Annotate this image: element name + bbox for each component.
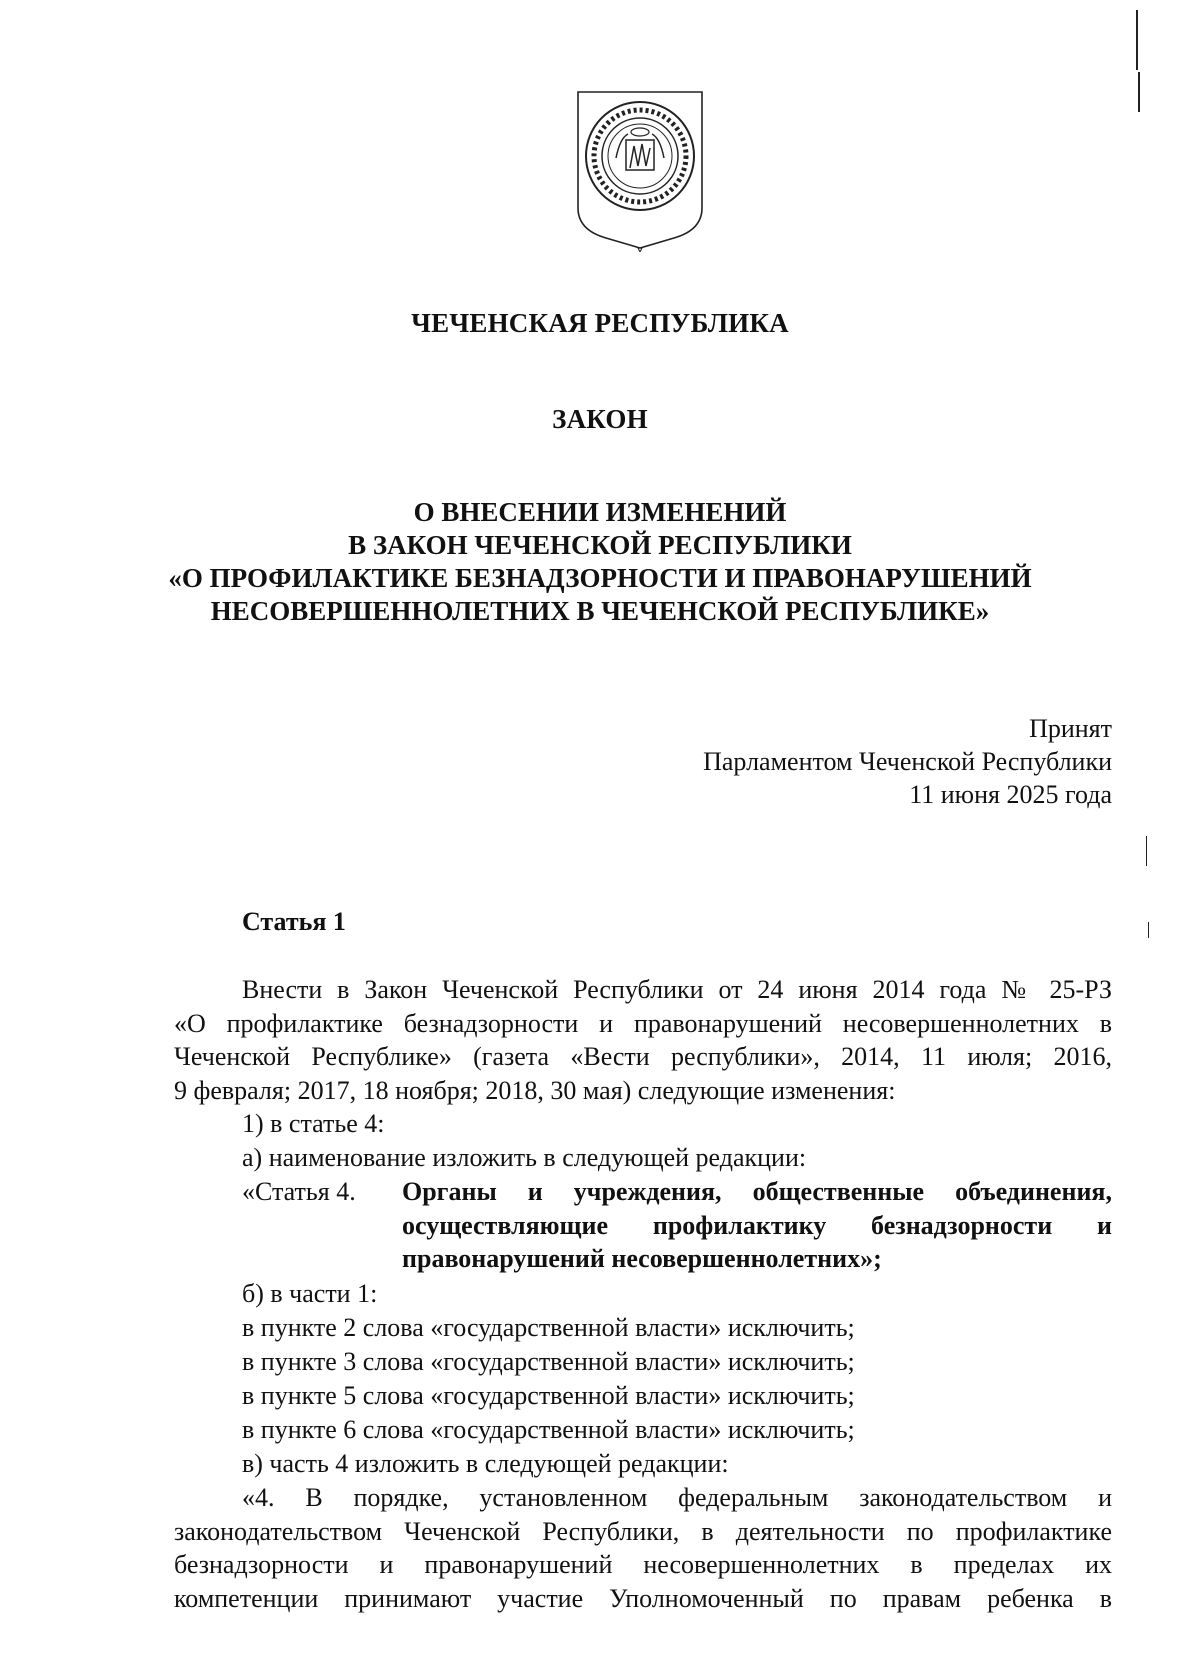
scan-artifact-line [1138,72,1140,112]
adoption-date: 11 июня 2025 года [909,780,1112,809]
republic-heading: ЧЕЧЕНСКАЯ РЕСПУБЛИКА [411,308,789,338]
part4-line: безнадзорности и правонарушений несовершеннолетних в пределах их [174,1550,1112,1579]
scan-artifact-line [1136,10,1138,70]
point-5: в пункте 5 слова «государственной власти» исключить; [242,1381,855,1410]
scan-artifact-line [1148,922,1149,938]
point-6: в пункте 6 слова «государственной власти» исключить; [242,1415,855,1444]
doc-type-heading: ЗАКОН [552,404,648,434]
intro-line: «О профилактике безнадзорности и правонарушений несовершеннолетних в [174,1008,1112,1038]
point-2: в пункте 2 слова «государственной власти» исключить; [242,1313,855,1342]
item-b: б) в части 1: [242,1279,378,1308]
law-title-line: НЕСОВЕРШЕННОЛЕТНИХ В ЧЕЧЕНСКОЙ РЕСПУБЛИКЕ» [210,596,990,626]
law-title-line: В ЗАКОН ЧЕЧЕНСКОЙ РЕСПУБЛИКИ [348,530,852,560]
adoption-line: Принят [1029,714,1112,743]
intro-line: 9 февраля; 2017, 18 ноября; 2018, 30 мая) следующие изменения: [174,1075,896,1105]
article-4-title-text [402,1175,1112,1276]
part-4-text [174,1481,1112,1615]
law-title [0,496,1200,628]
art4-line: правонарушений несовершеннолетних»; [402,1244,882,1273]
law-title-line: «О ПРОФИЛАКТИКЕ БЕЗНАДЗОРНОСТИ И ПРАВОНАРУШЕНИЙ [168,563,1032,593]
adoption-line: Парламентом Чеченской Республики [703,747,1112,776]
scan-artifact-line [1146,836,1147,866]
item-v: в) часть 4 изложить в следующей редакции: [242,1449,729,1478]
point-3: в пункте 3 слова «государственной власти» исключить; [242,1347,855,1376]
part4-line: компетенции принимают участие Уполномоченный по правам ребенка в [174,1583,1112,1613]
item-1: 1) в статье 4: [242,1109,385,1138]
article-1-intro [174,973,1112,1107]
chechen-coat-of-arms-icon [574,88,706,252]
article-4-prefix: «Статья 4. [242,1177,356,1206]
intro-line: Чеченской Республике» (газета «Вести республики», 2014, 11 июля; 2016, [174,1042,1112,1071]
intro-line: Внести в Закон Чеченской Республики от 24 июня 2014 года № 25-РЗ [242,975,1112,1004]
art4-line: осуществляющие профилактику безнадзорности и [402,1210,1112,1240]
part4-line: «4. В порядке, установленном федеральным законодательством и [242,1483,1112,1512]
art4-line: Органы и учреждения, общественные объединения, [402,1177,1112,1206]
part4-line: законодательством Чеченской Республики, в деятельности по профилактике [174,1516,1112,1546]
article-1-heading: Статья 1 [242,907,346,936]
item-a: а) наименование изложить в следующей редакции: [242,1143,807,1172]
adoption-block [703,712,1112,811]
law-title-line: О ВНЕСЕНИИ ИЗМЕНЕНИЙ [413,497,787,527]
